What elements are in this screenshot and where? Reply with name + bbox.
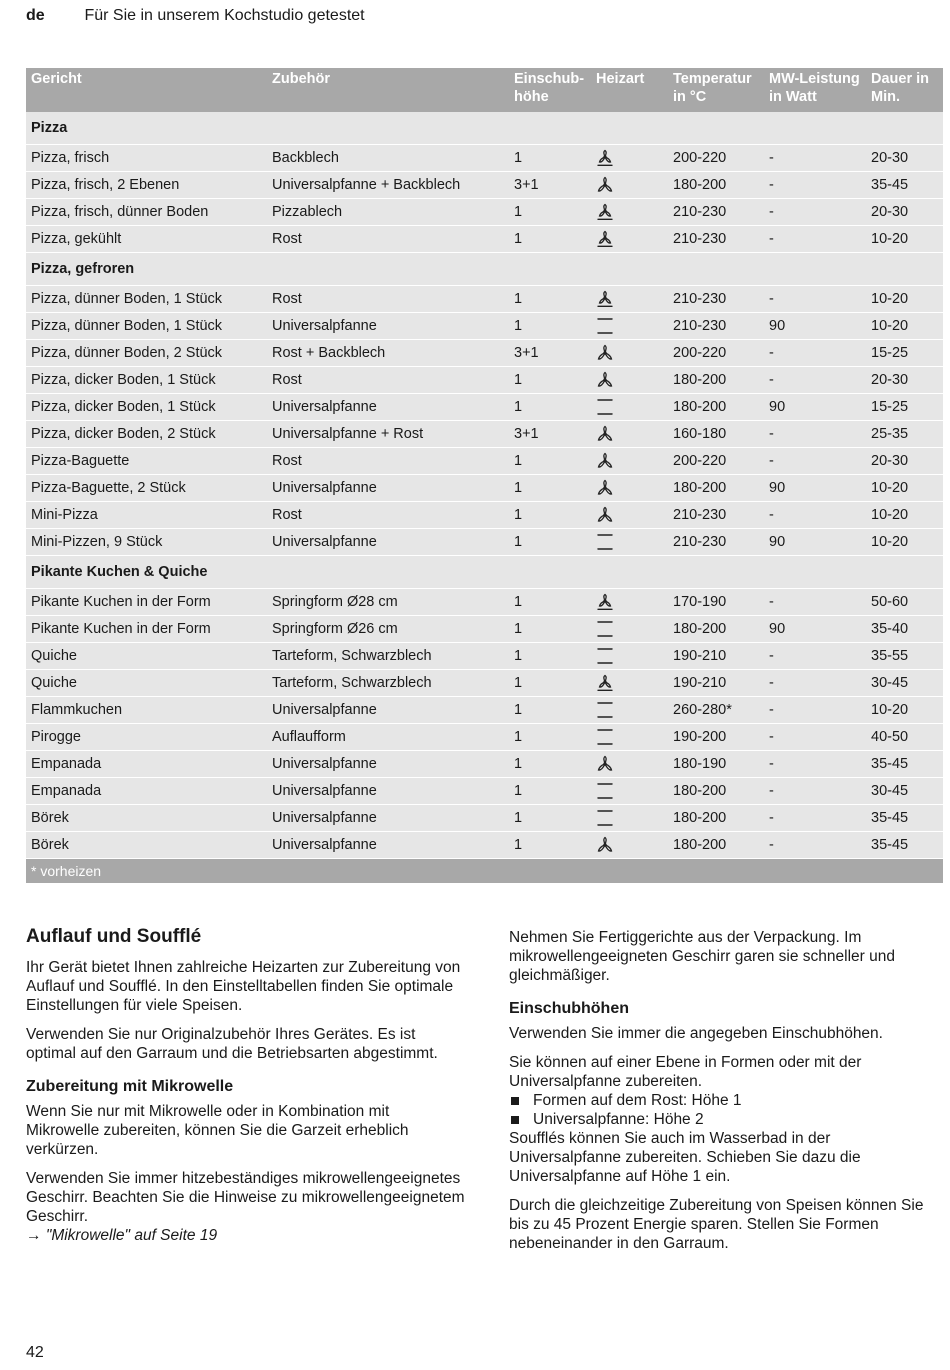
col-header-temperatur: Temperatur in °C (668, 68, 764, 112)
cell-zubehoer: Rost (267, 502, 509, 529)
cell-einschubhoehe: 1 (509, 778, 591, 805)
table-row (26, 199, 943, 226)
table-row (26, 502, 943, 529)
cell-mw-leistung: 90 (764, 529, 866, 556)
table-footnote: * vorheizen (26, 859, 943, 884)
table-footer-row (26, 859, 943, 884)
cell-mw-leistung: - (764, 172, 866, 199)
hot-air-icon (596, 836, 614, 854)
top-bottom-heat-icon (596, 809, 614, 827)
language-code: de (26, 7, 45, 24)
cell-gericht: Empanada (26, 751, 267, 778)
cell-einschubhoehe: 1 (509, 475, 591, 502)
cell-einschubhoehe: 1 (509, 724, 591, 751)
cell-mw-leistung: - (764, 367, 866, 394)
cell-gericht: Börek (26, 805, 267, 832)
cell-zubehoer: Universalpfanne (267, 832, 509, 859)
table-group-row (26, 253, 943, 286)
table-row (26, 670, 943, 697)
cell-zubehoer: Universalpfanne (267, 751, 509, 778)
cell-heizart (591, 226, 668, 253)
cell-einschubhoehe: 1 (509, 199, 591, 226)
cell-gericht: Mini-Pizza (26, 502, 267, 529)
table-group-row (26, 556, 943, 589)
paragraph (26, 1169, 466, 1245)
cell-temperatur: 210-230 (668, 313, 764, 340)
table-row (26, 697, 943, 724)
table-row (26, 529, 943, 556)
cell-mw-leistung: 90 (764, 475, 866, 502)
page-header (26, 7, 365, 25)
fan-heat-icon (596, 203, 614, 221)
table-row (26, 172, 943, 199)
cell-mw-leistung: - (764, 340, 866, 367)
cell-gericht: Pizza, dicker Boden, 1 Stück (26, 367, 267, 394)
table-row (26, 832, 943, 859)
paragraph: Verwenden Sie nur Originalzubehör Ihres Gerätes. Es ist optimal auf den Garraum und die Betriebsarten abgestimmt. (26, 1026, 438, 1062)
table-row (26, 448, 943, 475)
cell-mw-leistung: - (764, 145, 866, 172)
cell-temperatur: 200-220 (668, 145, 764, 172)
cell-heizart (591, 589, 668, 616)
cell-temperatur: 190-210 (668, 670, 764, 697)
cell-dauer: 35-45 (866, 832, 943, 859)
cell-heizart (591, 778, 668, 805)
table-body (26, 112, 943, 884)
cell-heizart (591, 199, 668, 226)
cell-temperatur: 210-230 (668, 286, 764, 313)
cell-gericht: Pikante Kuchen in der Form (26, 616, 267, 643)
cell-gericht: Pizza, dünner Boden, 2 Stück (26, 340, 267, 367)
hot-air-icon (596, 755, 614, 773)
cell-heizart (591, 832, 668, 859)
cell-dauer: 20-30 (866, 367, 943, 394)
cell-mw-leistung: - (764, 751, 866, 778)
table-row (26, 340, 943, 367)
cell-temperatur: 180-200 (668, 367, 764, 394)
cell-gericht: Pizza-Baguette, 2 Stück (26, 475, 267, 502)
cell-einschubhoehe: 1 (509, 751, 591, 778)
cell-dauer: 15-25 (866, 394, 943, 421)
cell-einschubhoehe: 1 (509, 832, 591, 859)
table-row (26, 643, 943, 670)
hot-air-icon (596, 479, 614, 497)
cell-gericht: Pizza, dicker Boden, 2 Stück (26, 421, 267, 448)
cell-zubehoer: Universalpfanne (267, 697, 509, 724)
cell-zubehoer: Universalpfanne (267, 394, 509, 421)
cell-heizart (591, 448, 668, 475)
cell-temperatur: 180-200 (668, 172, 764, 199)
col-header-heizart: Heizart (591, 68, 668, 112)
col-header-dauer: Dauer in Min. (866, 68, 943, 112)
table-row (26, 367, 943, 394)
cell-heizart (591, 475, 668, 502)
fan-heat-icon (596, 149, 614, 167)
cell-temperatur: 210-230 (668, 529, 764, 556)
cell-temperatur: 180-200 (668, 832, 764, 859)
table-row (26, 751, 943, 778)
top-bottom-heat-icon (596, 398, 614, 416)
section-heading-auflauf: Auflauf und Soufflé (26, 926, 202, 947)
cell-mw-leistung: - (764, 832, 866, 859)
cell-gericht: Pizza, frisch, dünner Boden (26, 199, 267, 226)
cell-temperatur: 180-200 (668, 475, 764, 502)
cell-gericht: Pizza, frisch, 2 Ebenen (26, 172, 267, 199)
cell-dauer: 35-45 (866, 172, 943, 199)
hot-air-icon (596, 176, 614, 194)
table-row (26, 475, 943, 502)
table-row (26, 805, 943, 832)
cell-heizart (591, 697, 668, 724)
page-number: 42 (26, 1344, 44, 1361)
cell-temperatur: 160-180 (668, 421, 764, 448)
cell-temperatur: 210-230 (668, 226, 764, 253)
cell-heizart (591, 286, 668, 313)
cell-zubehoer: Universalpfanne + Backblech (267, 172, 509, 199)
cell-heizart (591, 394, 668, 421)
cell-temperatur: 260-280* (668, 697, 764, 724)
paragraph: Ihr Gerät bietet Ihnen zahlreiche Heizarten zur Zubereitung von Auflauf und Soufflé. In den Einstelltabellen finden Sie optimale Einstellungen für viele Speisen. (26, 959, 461, 1014)
cell-mw-leistung: - (764, 589, 866, 616)
cell-dauer: 10-20 (866, 475, 943, 502)
cell-einschubhoehe: 1 (509, 697, 591, 724)
cell-dauer: 10-20 (866, 226, 943, 253)
cell-gericht: Pikante Kuchen in der Form (26, 589, 267, 616)
top-bottom-heat-icon (596, 533, 614, 551)
subheading-einschubhoehen: Einschubhöhen (509, 1000, 629, 1017)
cell-heizart (591, 172, 668, 199)
cell-zubehoer: Tarteform, Schwarzblech (267, 670, 509, 697)
cell-heizart (591, 805, 668, 832)
subheading-mikrowelle: Zubereitung mit Mikrowelle (26, 1078, 234, 1095)
cell-dauer: 15-25 (866, 340, 943, 367)
cell-mw-leistung: - (764, 643, 866, 670)
paragraph: Nehmen Sie Fertiggerichte aus der Verpackung. Im mikrowellengeeigneten Geschirr garen sie schneller und gleichmäßiger. (509, 929, 895, 984)
cell-temperatur: 200-220 (668, 448, 764, 475)
cell-mw-leistung: - (764, 805, 866, 832)
cell-mw-leistung: 90 (764, 313, 866, 340)
cell-einschubhoehe: 1 (509, 502, 591, 529)
col-header-zubehoer: Zubehör (267, 68, 509, 112)
cell-einschubhoehe: 3+1 (509, 172, 591, 199)
cell-heizart (591, 421, 668, 448)
hot-air-icon (596, 344, 614, 362)
cell-dauer: 35-45 (866, 805, 943, 832)
cell-mw-leistung: - (764, 778, 866, 805)
right-column (509, 928, 939, 1263)
left-column (26, 926, 466, 1245)
cell-zubehoer: Rost (267, 367, 509, 394)
table-row (26, 286, 943, 313)
table-group-row (26, 112, 943, 145)
cell-dauer: 35-55 (866, 643, 943, 670)
table-header-row (26, 68, 943, 112)
cell-dauer: 25-35 (866, 421, 943, 448)
cell-dauer: 10-20 (866, 697, 943, 724)
table-row (26, 421, 943, 448)
group-heading: Pizza (26, 112, 943, 145)
paragraph: Verwenden Sie immer die angegeben Einschubhöhen. (509, 1025, 883, 1042)
paragraph: Soufflés können Sie auch im Wasserbad in der Universalpfanne zubereiten. Schieben Sie dazu die Universalpfanne auf Höhe 1 ein. (509, 1130, 861, 1185)
cell-zubehoer: Universalpfanne (267, 805, 509, 832)
col-header-gericht: Gericht (26, 68, 267, 112)
cell-zubehoer: Auflaufform (267, 724, 509, 751)
cell-heizart (591, 313, 668, 340)
cell-einschubhoehe: 1 (509, 805, 591, 832)
cell-mw-leistung: - (764, 286, 866, 313)
col-header-einschubhoehe: Einschub-höhe (509, 68, 591, 112)
paragraph: Durch die gleichzeitige Zubereitung von Speisen können Sie bis zu 45 Prozent Energie sparen. Stellen Sie Formen nebeneinander in den Garraum. (509, 1197, 924, 1252)
cell-heizart (591, 145, 668, 172)
cell-gericht: Pizza, dünner Boden, 1 Stück (26, 313, 267, 340)
cell-einschubhoehe: 1 (509, 394, 591, 421)
cell-temperatur: 180-200 (668, 616, 764, 643)
cell-zubehoer: Rost + Backblech (267, 340, 509, 367)
cell-gericht: Pizza, dicker Boden, 1 Stück (26, 394, 267, 421)
cell-mw-leistung: 90 (764, 616, 866, 643)
cell-zubehoer: Universalpfanne + Rost (267, 421, 509, 448)
table-row (26, 778, 943, 805)
cell-einschubhoehe: 1 (509, 367, 591, 394)
bullet-list (509, 1091, 939, 1129)
group-heading: Pizza, gefroren (26, 253, 943, 286)
cell-temperatur: 180-200 (668, 805, 764, 832)
fan-heat-icon (596, 290, 614, 308)
cell-einschubhoehe: 3+1 (509, 421, 591, 448)
cell-heizart (591, 670, 668, 697)
top-bottom-heat-icon (596, 701, 614, 719)
cell-dauer: 50-60 (866, 589, 943, 616)
list-item: Universalpfanne: Höhe 2 (509, 1110, 939, 1129)
cell-zubehoer: Universalpfanne (267, 778, 509, 805)
cell-einschubhoehe: 1 (509, 616, 591, 643)
cell-zubehoer: Springform Ø28 cm (267, 589, 509, 616)
cell-mw-leistung: - (764, 226, 866, 253)
cell-zubehoer: Backblech (267, 145, 509, 172)
table-row (26, 724, 943, 751)
cell-zubehoer: Rost (267, 286, 509, 313)
cell-einschubhoehe: 1 (509, 145, 591, 172)
cell-dauer: 30-45 (866, 778, 943, 805)
top-bottom-heat-icon (596, 317, 614, 335)
cell-einschubhoehe: 1 (509, 670, 591, 697)
cell-mw-leistung: - (764, 670, 866, 697)
table-row (26, 394, 943, 421)
cell-zubehoer: Tarteform, Schwarzblech (267, 643, 509, 670)
table-row (26, 313, 943, 340)
header-title: Für Sie in unserem Kochstudio getestet (84, 7, 365, 24)
fan-heat-icon (596, 674, 614, 692)
cell-einschubhoehe: 1 (509, 643, 591, 670)
list-item: Formen auf dem Rost: Höhe 1 (509, 1091, 939, 1110)
cell-mw-leistung: - (764, 502, 866, 529)
cell-einschubhoehe: 1 (509, 529, 591, 556)
cell-mw-leistung: - (764, 199, 866, 226)
cell-mw-leistung: - (764, 448, 866, 475)
cell-temperatur: 200-220 (668, 340, 764, 367)
cell-einschubhoehe: 1 (509, 313, 591, 340)
cell-gericht: Pizza, dünner Boden, 1 Stück (26, 286, 267, 313)
cell-temperatur: 170-190 (668, 589, 764, 616)
col-header-mw-leistung: MW-Leistung in Watt (764, 68, 866, 112)
cell-einschubhoehe: 1 (509, 448, 591, 475)
cell-gericht: Flammkuchen (26, 697, 267, 724)
cell-gericht: Pizza, gekühlt (26, 226, 267, 253)
cell-temperatur: 180-190 (668, 751, 764, 778)
paragraph-text: Verwenden Sie immer hitzebeständiges mikrowellengeeignetes Geschirr. Beachten Sie die Hinweise zu mikrowellengeeignetem Geschirr. (26, 1170, 465, 1225)
cell-einschubhoehe: 1 (509, 286, 591, 313)
cell-heizart (591, 724, 668, 751)
cell-gericht: Empanada (26, 778, 267, 805)
cell-mw-leistung: - (764, 421, 866, 448)
cell-gericht: Börek (26, 832, 267, 859)
cell-dauer: 35-45 (866, 751, 943, 778)
cell-heizart (591, 529, 668, 556)
cell-zubehoer: Springform Ø26 cm (267, 616, 509, 643)
hot-air-icon (596, 452, 614, 470)
cell-heizart (591, 751, 668, 778)
fan-heat-icon (596, 593, 614, 611)
cell-zubehoer: Rost (267, 448, 509, 475)
cell-temperatur: 180-200 (668, 778, 764, 805)
cell-gericht: Pizza-Baguette (26, 448, 267, 475)
table-row (26, 226, 943, 253)
cell-temperatur: 210-230 (668, 199, 764, 226)
table-row (26, 616, 943, 643)
cell-mw-leistung: - (764, 724, 866, 751)
cell-dauer: 10-20 (866, 529, 943, 556)
cell-gericht: Quiche (26, 643, 267, 670)
cell-dauer: 35-40 (866, 616, 943, 643)
cell-gericht: Pirogge (26, 724, 267, 751)
cell-dauer: 10-20 (866, 313, 943, 340)
cell-dauer: 20-30 (866, 145, 943, 172)
paragraph: Wenn Sie nur mit Mikrowelle oder in Kombination mit Mikrowelle zubereiten, können Sie die Garzeit erheblich verkürzen. (26, 1103, 409, 1158)
cell-zubehoer: Universalpfanne (267, 475, 509, 502)
paragraph: Sie können auf einer Ebene in Formen oder mit der Universalpfanne zubereiten. (509, 1054, 862, 1090)
top-bottom-heat-icon (596, 728, 614, 746)
hot-air-icon (596, 506, 614, 524)
cell-dauer: 30-45 (866, 670, 943, 697)
cell-zubehoer: Universalpfanne (267, 529, 509, 556)
cell-mw-leistung: 90 (764, 394, 866, 421)
hot-air-icon (596, 371, 614, 389)
table-row (26, 589, 943, 616)
top-bottom-heat-icon (596, 782, 614, 800)
cell-heizart (591, 502, 668, 529)
cell-dauer: 10-20 (866, 502, 943, 529)
cross-reference-link[interactable]: "Mikrowelle" auf Seite 19 (45, 1227, 218, 1244)
cell-zubehoer: Rost (267, 226, 509, 253)
cell-temperatur: 190-210 (668, 643, 764, 670)
cell-heizart (591, 643, 668, 670)
cell-heizart (591, 340, 668, 367)
cell-dauer: 20-30 (866, 199, 943, 226)
cell-zubehoer: Universalpfanne (267, 313, 509, 340)
top-bottom-heat-icon (596, 647, 614, 665)
cell-gericht: Mini-Pizzen, 9 Stück (26, 529, 267, 556)
cell-dauer: 40-50 (866, 724, 943, 751)
cell-einschubhoehe: 3+1 (509, 340, 591, 367)
cell-mw-leistung: - (764, 697, 866, 724)
cell-dauer: 20-30 (866, 448, 943, 475)
fan-heat-icon (596, 230, 614, 248)
cell-temperatur: 210-230 (668, 502, 764, 529)
cell-einschubhoehe: 1 (509, 226, 591, 253)
cell-heizart (591, 367, 668, 394)
cell-heizart (591, 616, 668, 643)
table-row (26, 145, 943, 172)
top-bottom-heat-icon (596, 620, 614, 638)
arrow-icon: → (26, 1227, 42, 1244)
cell-gericht: Quiche (26, 670, 267, 697)
cell-einschubhoehe: 1 (509, 589, 591, 616)
cell-temperatur: 180-200 (668, 394, 764, 421)
cell-zubehoer: Pizzablech (267, 199, 509, 226)
group-heading: Pikante Kuchen & Quiche (26, 556, 943, 589)
hot-air-icon (596, 425, 614, 443)
cell-temperatur: 190-200 (668, 724, 764, 751)
cell-gericht: Pizza, frisch (26, 145, 267, 172)
cell-dauer: 10-20 (866, 286, 943, 313)
settings-table (26, 68, 943, 884)
